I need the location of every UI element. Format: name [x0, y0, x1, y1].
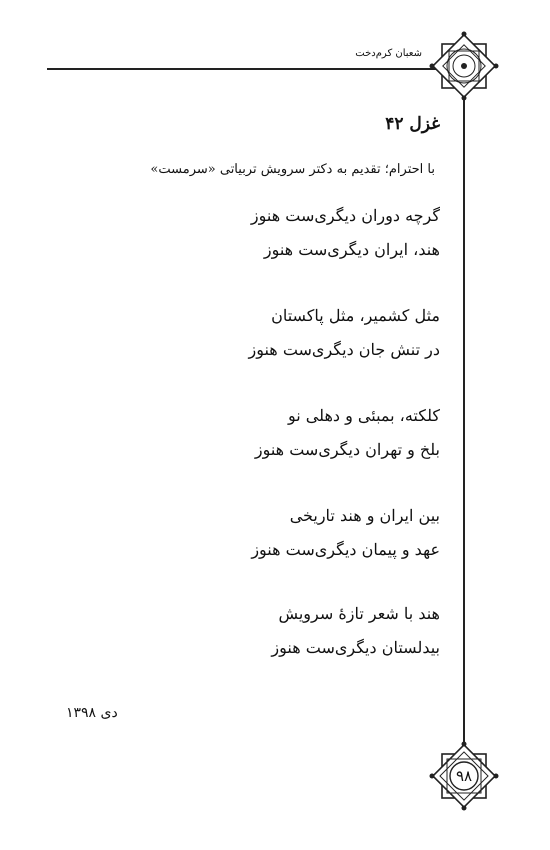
- verse-line: بلخ و تهران دیگری‌ست هنوز: [254, 440, 440, 459]
- poem-title: غزل ۴۲: [385, 114, 440, 134]
- verse-line: بیدلستان دیگری‌ست هنوز: [271, 638, 440, 657]
- verse-line: عهد و پیمان دیگری‌ست هنوز: [251, 540, 440, 559]
- arabesque-star-ornament-top: [428, 30, 500, 102]
- header-rule: [47, 68, 465, 70]
- verse-line: هند، ایران دیگری‌ست هنوز: [263, 240, 440, 259]
- margin-rule: [463, 68, 465, 758]
- running-header-author: شعبان کرم‌دخت: [355, 48, 422, 59]
- poem-date: دی ۱۳۹۸: [66, 705, 118, 721]
- poem-dedication: با احترام؛ تقدیم به دکتر سرویش تربیاتی «سرمست»: [150, 162, 435, 177]
- verse-line: مثل کشمیر، مثل پاکستان: [271, 306, 440, 325]
- verse-line: هند با شعر تازهٔ سرویش: [278, 604, 440, 623]
- verse-line: در تنش جان دیگری‌ست هنوز: [248, 340, 440, 359]
- verse-line: کلکته، بمبئی و دهلی نو: [288, 406, 440, 425]
- verse-line: گرچه دوران دیگری‌ست هنوز: [250, 206, 440, 225]
- page-number: ۹۸: [455, 767, 473, 785]
- verse-line: بین ایران و هند تاریخی: [289, 506, 440, 525]
